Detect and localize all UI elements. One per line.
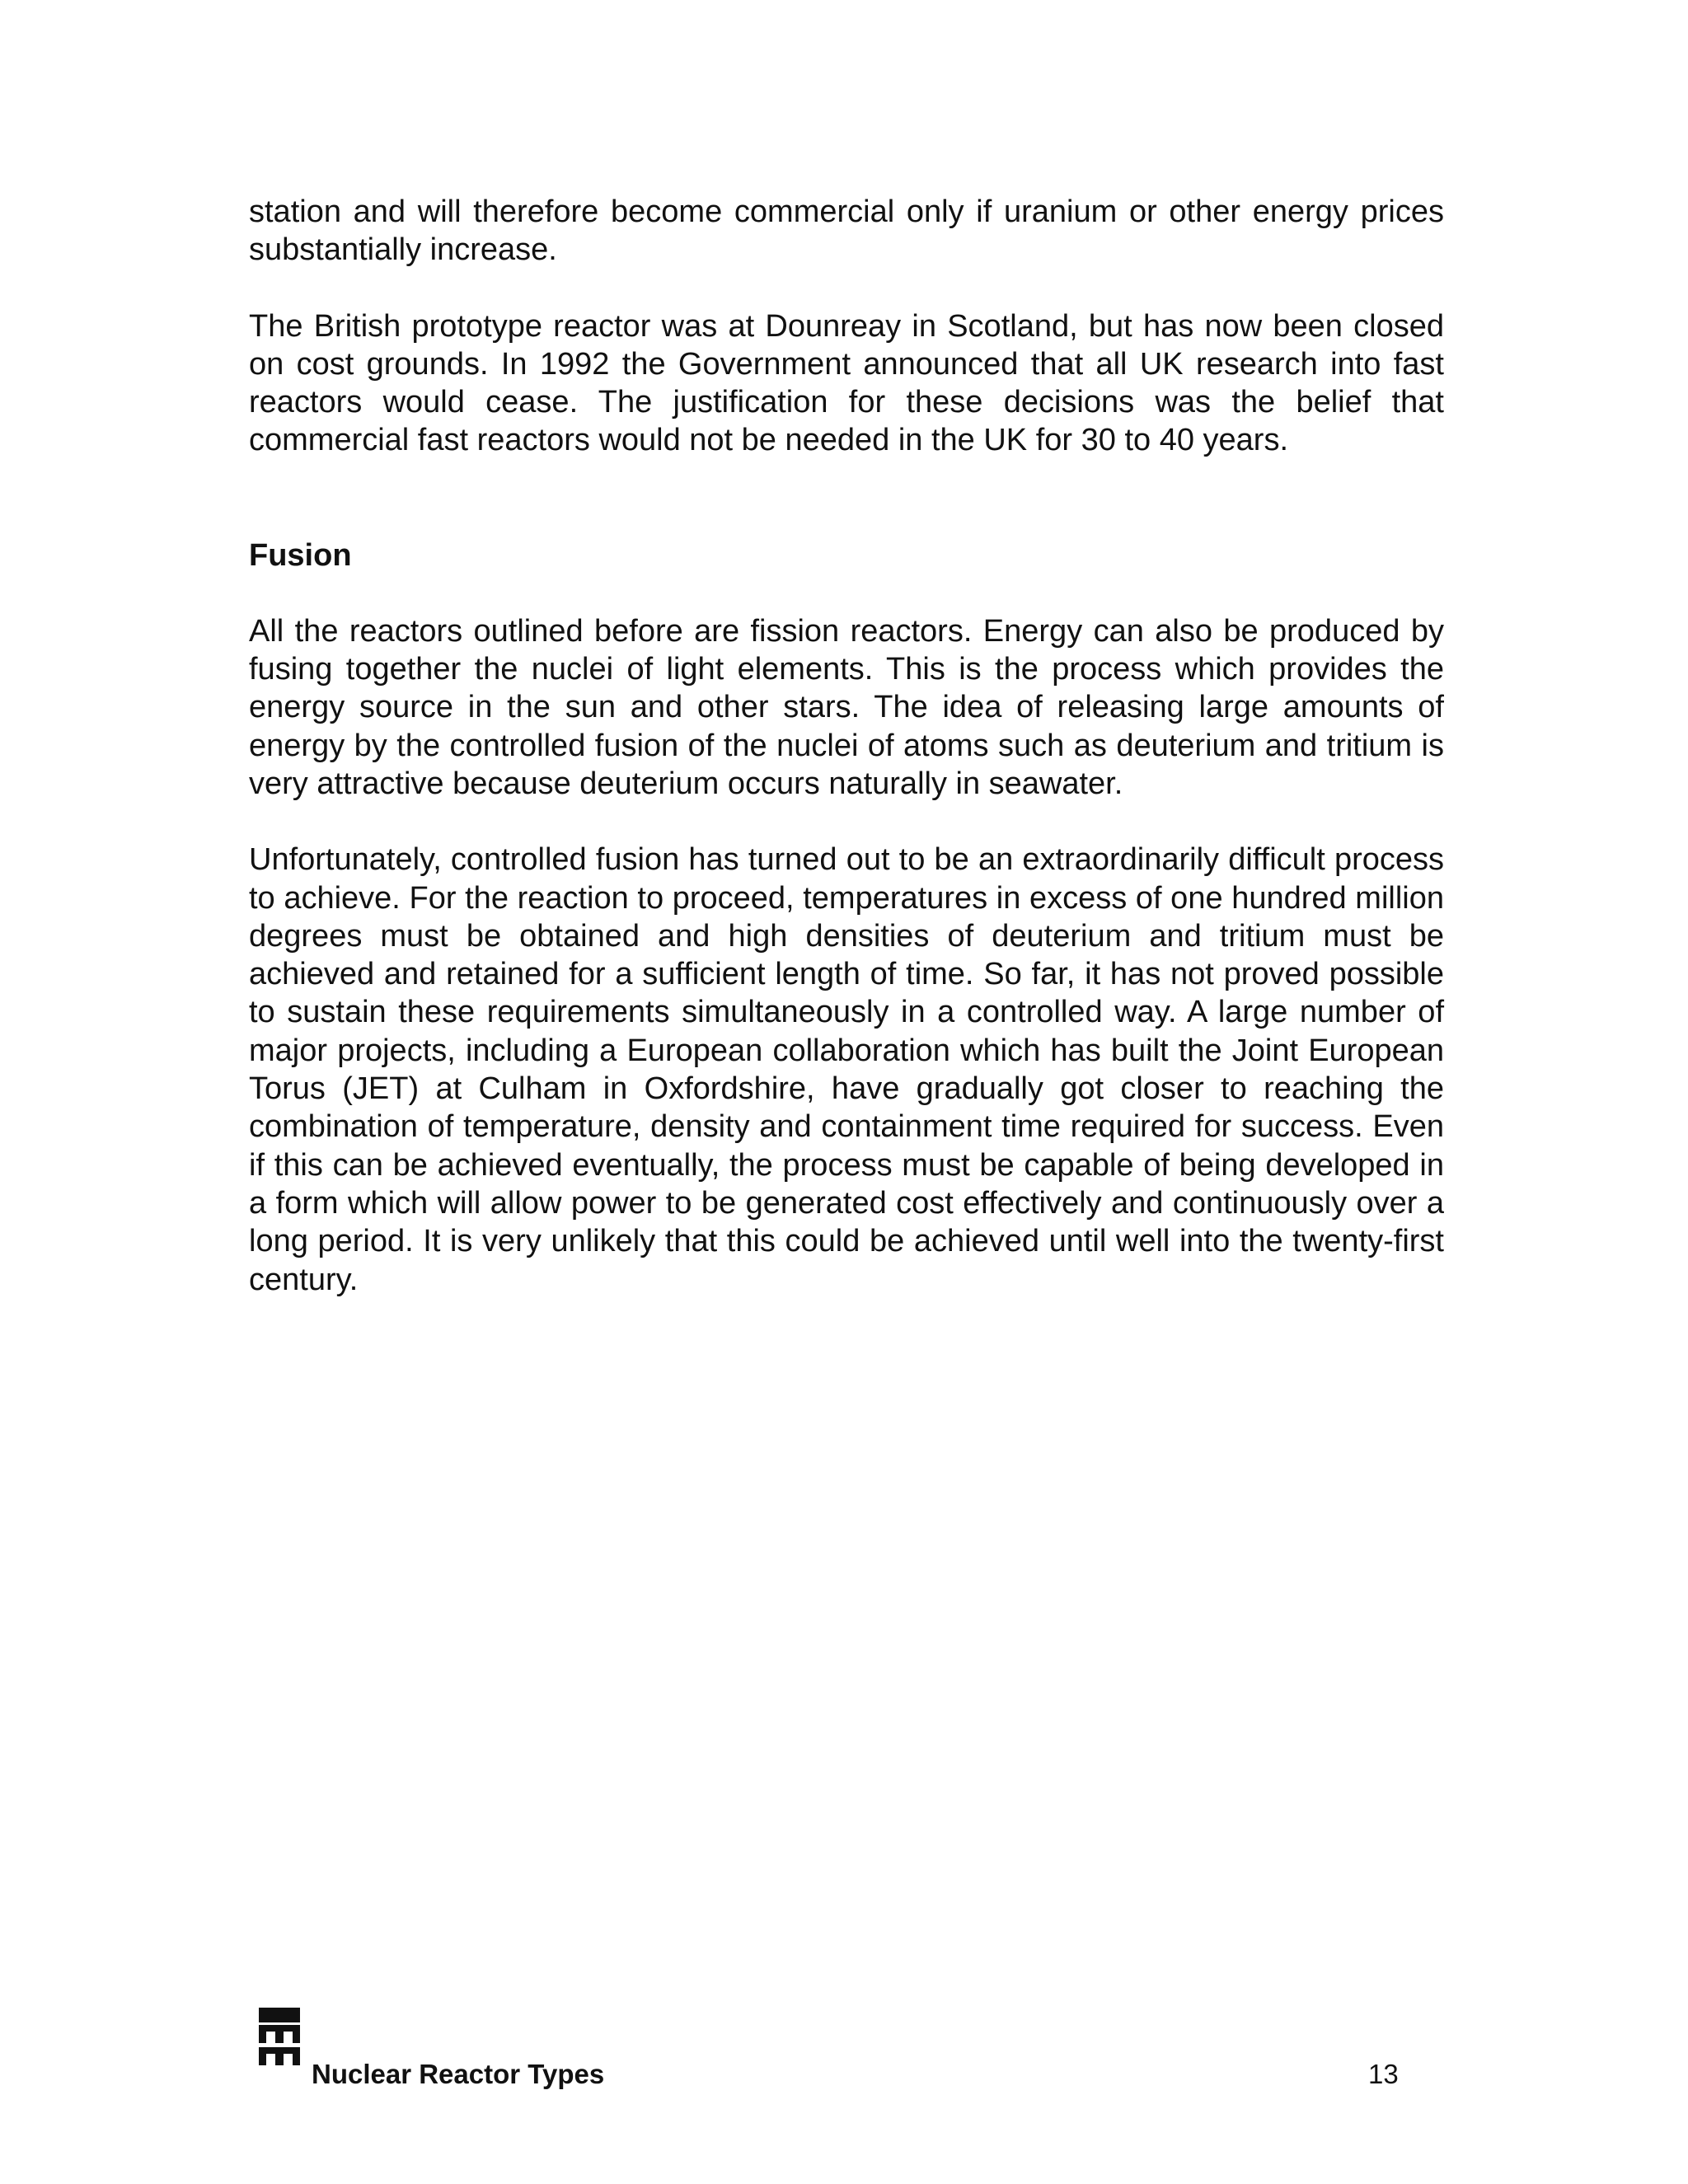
- footer-document-title: Nuclear Reactor Types: [312, 2059, 605, 2089]
- institution-logo-icon: [259, 2008, 300, 2065]
- paragraph-british-prototype: The British prototype reactor was at Dounreay in Scotland, but has now been closed on cost grounds. In 1992 the Government announced that all UK research into fast reactors would cease. The justification for these decisions was the belief that commercial fast reactors would not be needed in the UK for 30 to 40 years.: [249, 308, 1444, 458]
- paragraph-continuation: station and will therefore become commercial only if uranium or other energy prices substantially increase.: [249, 194, 1444, 268]
- section-heading-fusion: Fusion: [249, 537, 352, 573]
- paragraph-fusion-difficulty: Unfortunately, controlled fusion has turned out to be an extraordinarily difficult process to achieve. For the reaction to proceed, temperatures in excess of one hundred million degrees must be obtained and high densities of deuterium and tritium must be achieved and retained for a sufficient length of time. So far, it has not proved possible to sustain these requirements simultaneously in a controlled way. A large number of major projects, including a European collaboration which has built the Joint European Torus (JET) at Culham in Oxfordshire, have gradually got closer to reaching the combination of temperature, density and containment time required for success. Even if this can be achieved eventually, the process must be capable of being developed in a form which will allow power to be generated cost effectively and continuously over a long period. It is very unlikely that this could be achieved until well into the twenty-first century.: [249, 842, 1444, 1297]
- paragraph-fusion-intro: All the reactors outlined before are fission reactors. Energy can also be produced by fusing together the nuclei of light elements. This is the process which provides the energy source in the sun and other stars. The idea of releasing large amounts of energy by the controlled fusion of the nuclei of atoms such as deuterium and tritium is very attractive because deuterium occurs naturally in seawater.: [249, 613, 1444, 801]
- page-number: 13: [1368, 2059, 1399, 2089]
- page-body: [249, 193, 1444, 1299]
